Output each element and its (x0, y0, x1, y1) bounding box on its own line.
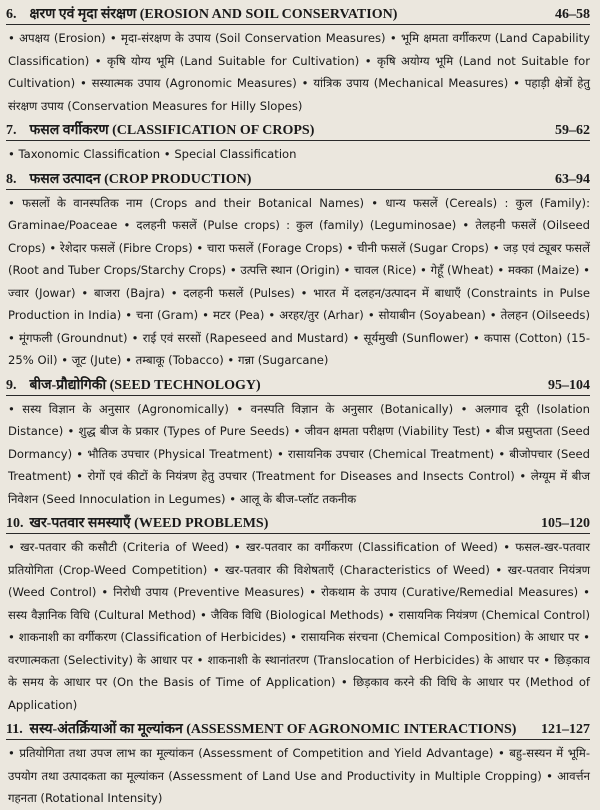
chapter-heading (6, 120, 590, 141)
chapter-heading (6, 4, 590, 25)
chapter-number: 6. (6, 7, 17, 22)
page-range: 105–120 (541, 516, 590, 531)
chapter-title (6, 169, 251, 188)
page-range: 121–127 (541, 722, 590, 737)
chapter-number: 7. (6, 123, 17, 138)
chapter-7 (6, 120, 590, 166)
page-range: 95–104 (548, 377, 590, 393)
chapter-title-text: सस्य-अंतर्क्रियाओं का मूल्यांकन (ASSESSMENT OF AGRONOMIC INTERACTIONS) (29, 722, 517, 737)
chapter-number: 8. (6, 171, 17, 187)
page-range: 63–94 (555, 171, 590, 187)
chapter-title-text: फसल वर्गीकरण (CLASSIFICATION OF CROPS) (29, 123, 315, 138)
chapter-title (6, 513, 268, 532)
chapter-number: 11. (6, 722, 23, 737)
chapter-title-text: क्षरण एवं मृदा संरक्षण (EROSION AND SOIL CONSERVATION) (29, 7, 398, 22)
chapter-heading (6, 719, 590, 740)
chapter-heading (6, 375, 590, 396)
page-range: 59–62 (555, 123, 590, 138)
page-range: 46–58 (555, 7, 590, 22)
chapter-6 (6, 4, 590, 117)
chapter-9 (6, 375, 590, 511)
chapter-number: 9. (6, 377, 17, 393)
chapter-topics: • फसलों के वानस्पतिक नाम (Crops and their Botanical Names) • धान्य फसलें (Cereals) : कुल (Family): Graminae/Poaceae • दलहनी फसलें (Pulse crops) : कुल (family) (Leguminosae) • तेलहनी फसलें (Oilseed Crops) • रेशेदार फसलें (Fibre Crops) • चारा फसलें (Forage Crops) • चीनी फसलें (Sugar Crops) • जड़ एवं ट्यूबर फसलें (Root and Tuber Crops/Starchy Crops) • उत्पत्ति स्थान (Origin) • चावल (Rice) • गेहूँ (Wheat) • मक्का (Maize) • ज्वार (Jowar) • बाजरा (Bajra) • दलहनी फसलें (Pulses) • भारत में दलहन/उत्पादन में बाधाएँ (Constraints in Pulse Production in India) • चना (Gram) • मटर (Pea) • अरहर/तुर (Arhar) • सोयाबीन (Soyabean) • तेलहन (Oilseeds) • मूंगफली (Groundnut) • राई एवं सरसों (Rapeseed and Mustard) • सूर्यमुखी (Sunflower) • कपास (Cotton) (15-25% Oil) • जूट (Jute) • तम्बाकू (Tobacco) • गन्ना (Sugarcane) (8, 195, 590, 367)
chapter-title-text: खर-पतवार समस्याएँ (WEED PROBLEMS) (29, 516, 269, 531)
chapter-title (6, 375, 261, 394)
chapter-topics: • अपक्षय (Erosion) • मृदा-संरक्षण के उपाय (Soil Conservation Measures) • भूमि क्षमता वर्गीकरण (Land Capability Classification) • कृषि योग्य भूमि (Land Suitable for Cultivation) • कृषि अयोग्य भूमि (Land not Suitable for Cultivation) • सस्यात्मक उपाय (Agronomic Measures) • यांत्रिक उपाय (Mechanical Measures) • पहाड़ी क्षेत्रों हेतु संरक्षण उपाय (Conservation Measures for Hilly Slopes) (8, 31, 590, 113)
chapter-title (6, 719, 516, 738)
chapter-8 (6, 169, 590, 372)
chapter-title-text: बीज-प्रौद्योगिकी (SEED TECHNOLOGY) (29, 377, 261, 393)
chapter-topics: • खर-पतवार की कसौटी (Criteria of Weed) • खर-पतवार का वर्गीकरण (Classification of Weed) • फसल-खर-पतवार प्रतियोगिता (Crop-Weed Competition) • खर-पतवार की विशेषताएँ (Characteristics of Weed) • खर-पतवार नियंत्रण (Weed Control) • निरोधी उपाय (Preventive Measures) • रोकथाम के उपाय (Curative/Remedial Measures) • सस्य वैज्ञानिक विधि (Cultural Method) • जैविक विधि (Biological Methods) • रासायनिक नियंत्रण (Chemical Control) • शाकनाशी का वर्गीकरण (Classification of Herbicides) • रासायनिक संरचना (Chemical Composition) के आधार पर • वरणात्मकता (Selectivity) के आधार पर • शाकनाशी के स्थानांतरण (Translocation of Herbicides) के आधार पर • छिड़काव के समय के आधार पर (On the Basis of Time of Application) • छिड़काव करने की विधि के आधार पर (Method of Application) (8, 540, 590, 712)
chapter-heading (6, 169, 590, 190)
chapter-topics: • प्रतियोगिता तथा उपज लाभ का मूल्यांकन (Assessment of Competition and Yield Advantage) • बहु-सस्यन में भूमि-उपयोग तथा उत्पादकता का मूल्यांकन (Assessment of Land Use and Productivity in Multiple Cropping) • आवर्त्तन गहनता (Rotational Intensity) (8, 746, 590, 805)
chapter-number: 10. (6, 516, 24, 531)
chapter-topics: • Taxonomic Classification • Special Classification (8, 147, 297, 161)
chapter-topics: • सस्य विज्ञान के अनुसार (Agronomically) • वनस्पति विज्ञान के अनुसार (Botanically) • अलगाव दूरी (Isolation Distance) • शुद्ध बीज के प्रकार (Types of Pure Seeds) • जीवन क्षमता परीक्षण (Viability Test) • बीज प्रसुप्तता (Seed Dormancy) • भौतिक उपचार (Physical Treatment) • रासायनिक उपचार (Chemical Treatment) • बीजोपचार (Seed Treatment) • रोगों एवं कीटों के नियंत्रण हेतु उपचार (Treatment for Diseases and Insects Control) • लेग्यूम में बीज निवेशन (Seed Innoculation in Legumes) • आलू के बीज-प्लॉट तकनीक (8, 401, 590, 506)
chapter-title-text: फसल उत्पादन (CROP PRODUCTION) (29, 171, 252, 187)
chapter-heading (6, 513, 590, 534)
chapter-title (6, 4, 397, 23)
chapter-10 (6, 513, 590, 716)
chapter-title (6, 120, 314, 139)
chapter-11 (6, 719, 590, 810)
